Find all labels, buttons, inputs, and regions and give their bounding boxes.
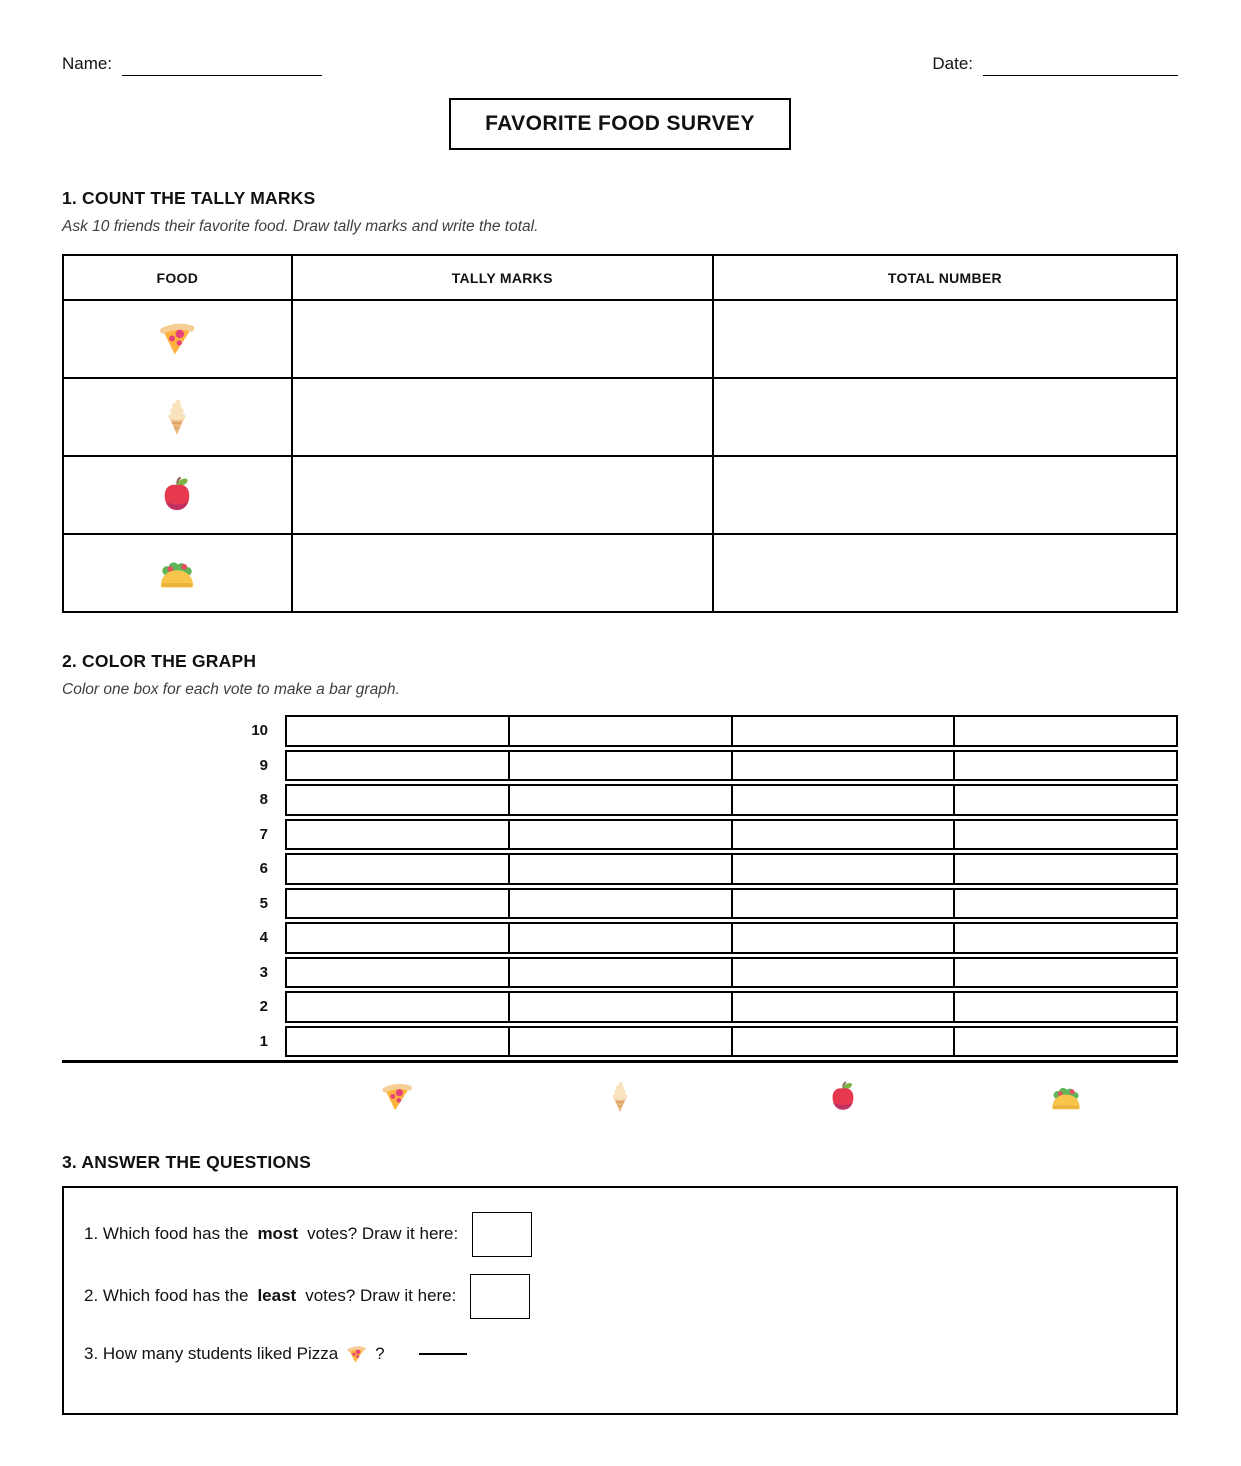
taco-icon [157, 553, 197, 593]
graph-cell-ice-cream-6[interactable] [508, 855, 731, 883]
tally-cell-apple[interactable] [292, 456, 713, 534]
table-row-apple [63, 456, 1177, 534]
graph-cell-ice-cream-9[interactable] [508, 752, 731, 780]
graph-cell-taco-5[interactable] [953, 890, 1176, 918]
graph-row-5 [62, 888, 1178, 920]
apple-icon [157, 475, 197, 515]
apple-icon [826, 1080, 860, 1114]
column-header-total-number: TOTAL NUMBER [713, 255, 1177, 300]
food-cell-pizza [63, 300, 292, 378]
total-cell-pizza[interactable] [713, 300, 1177, 378]
graph-cell-pizza-3[interactable] [287, 959, 508, 987]
graph-cell-apple-6[interactable] [731, 855, 954, 883]
graph-row-1 [62, 1026, 1178, 1058]
tally-table [62, 254, 1178, 613]
graph-cell-taco-4[interactable] [953, 924, 1176, 952]
total-cell-ice-cream[interactable] [713, 378, 1177, 456]
draw-answer-box-least[interactable] [470, 1274, 530, 1319]
graph-cell-apple-4[interactable] [731, 924, 954, 952]
section-1-heading: 1. COUNT THE TALLY MARKS [62, 188, 316, 208]
graph-cell-taco-7[interactable] [953, 821, 1176, 849]
question-3-prefix: 3. How many students liked Pizza [84, 1344, 339, 1363]
question-2-prefix: 2. Which food has the [84, 1286, 249, 1305]
graph-cell-apple-5[interactable] [731, 890, 954, 918]
graph-cell-ice-cream-2[interactable] [508, 993, 731, 1021]
graph-cell-ice-cream-3[interactable] [508, 959, 731, 987]
ice-cream-icon [157, 397, 197, 437]
graph-row-2 [62, 991, 1178, 1023]
graph-row-6 [62, 853, 1178, 885]
table-row-taco [63, 534, 1177, 612]
food-cell-taco [63, 534, 292, 612]
graph-row-10 [62, 715, 1178, 747]
graph-cell-pizza-10[interactable] [287, 717, 508, 745]
pizza-icon [380, 1080, 414, 1114]
graph-column-labels [285, 1063, 1178, 1114]
header-row [62, 52, 1178, 76]
section-3-heading: 3. ANSWER THE QUESTIONS [62, 1152, 311, 1172]
graph-cell-taco-6[interactable] [953, 855, 1176, 883]
graph-cell-pizza-4[interactable] [287, 924, 508, 952]
question-2-bold-word: least [257, 1286, 297, 1305]
date-blank-line[interactable] [983, 52, 1178, 76]
graph-cell-taco-3[interactable] [953, 959, 1176, 987]
graph-row-label: 2 [259, 998, 268, 1016]
table-row-ice-cream [63, 378, 1177, 456]
graph-cell-pizza-8[interactable] [287, 786, 508, 814]
graph-cell-taco-1[interactable] [953, 1028, 1176, 1056]
question-1-prefix: 1. Which food has the [84, 1224, 249, 1243]
table-row-pizza [63, 300, 1177, 378]
question-row-3 [84, 1339, 1156, 1369]
graph-cell-ice-cream-5[interactable] [508, 890, 731, 918]
question-1-bold-word: most [257, 1224, 299, 1243]
food-cell-apple [63, 456, 292, 534]
section-2-heading: 2. COLOR THE GRAPH [62, 651, 257, 671]
graph-food-label-apple [732, 1080, 955, 1114]
column-header-food: FOOD [63, 255, 292, 300]
tally-table-header-row [63, 255, 1177, 300]
food-cell-ice-cream [63, 378, 292, 456]
total-cell-taco[interactable] [713, 534, 1177, 612]
graph-row-label: 5 [259, 894, 268, 912]
graph-cell-apple-8[interactable] [731, 786, 954, 814]
graph-row-label: 3 [259, 963, 268, 981]
graph-row-9 [62, 750, 1178, 782]
section-2-instruction: Color one box for each vote to make a bar graph. [62, 681, 400, 698]
name-label: Name: [62, 54, 113, 73]
graph-row-7 [62, 819, 1178, 851]
question-row-1 [84, 1210, 1156, 1258]
graph-cell-pizza-1[interactable] [287, 1028, 508, 1056]
bar-graph [62, 715, 1178, 1114]
graph-row-label: 9 [259, 756, 268, 774]
tally-cell-ice-cream[interactable] [292, 378, 713, 456]
graph-row-label: 10 [251, 722, 268, 740]
graph-cell-apple-1[interactable] [731, 1028, 954, 1056]
graph-row-label: 6 [259, 860, 268, 878]
total-cell-apple[interactable] [713, 456, 1177, 534]
question-2-suffix: votes? Draw it here: [305, 1286, 457, 1305]
graph-row-label: 8 [259, 791, 268, 809]
graph-cell-pizza-5[interactable] [287, 890, 508, 918]
graph-cell-ice-cream-10[interactable] [508, 717, 731, 745]
column-header-tally-marks: TALLY MARKS [292, 255, 713, 300]
pizza-icon [157, 319, 197, 359]
tally-cell-pizza[interactable] [292, 300, 713, 378]
tally-cell-taco[interactable] [292, 534, 713, 612]
graph-cell-taco-8[interactable] [953, 786, 1176, 814]
graph-cell-pizza-2[interactable] [287, 993, 508, 1021]
graph-cell-apple-7[interactable] [731, 821, 954, 849]
title-wrap [62, 98, 1178, 150]
graph-row-3 [62, 957, 1178, 989]
graph-row-label: 1 [259, 1032, 268, 1050]
graph-cell-ice-cream-4[interactable] [508, 924, 731, 952]
graph-cell-ice-cream-7[interactable] [508, 821, 731, 849]
name-field [62, 52, 322, 76]
ice-cream-icon [603, 1080, 637, 1114]
graph-row-label: 4 [259, 929, 268, 947]
date-label: Date: [932, 54, 973, 73]
name-blank-line[interactable] [122, 52, 322, 76]
graph-cell-ice-cream-1[interactable] [508, 1028, 731, 1056]
taco-icon [1049, 1080, 1083, 1114]
graph-cell-pizza-9[interactable] [287, 752, 508, 780]
graph-cell-apple-2[interactable] [731, 993, 954, 1021]
question-3-suffix: ? [375, 1344, 385, 1363]
graph-row-label: 7 [259, 825, 268, 843]
graph-cell-apple-9[interactable] [731, 752, 954, 780]
graph-cell-taco-9[interactable] [953, 752, 1176, 780]
graph-cell-taco-10[interactable] [953, 717, 1176, 745]
question-row-2 [84, 1272, 1156, 1320]
worksheet-title: FAVORITE FOOD SURVEY [449, 98, 791, 150]
questions-box [62, 1186, 1178, 1415]
graph-cell-taco-2[interactable] [953, 993, 1176, 1021]
graph-cell-ice-cream-8[interactable] [508, 786, 731, 814]
graph-cell-pizza-7[interactable] [287, 821, 508, 849]
date-field [932, 52, 1178, 76]
graph-row-4 [62, 922, 1178, 954]
graph-food-label-pizza [285, 1080, 508, 1114]
draw-answer-box-most[interactable] [472, 1212, 532, 1257]
graph-cell-pizza-6[interactable] [287, 855, 508, 883]
graph-cell-apple-10[interactable] [731, 717, 954, 745]
pizza-icon [346, 1344, 367, 1365]
answer-blank-line[interactable] [419, 1353, 467, 1355]
question-1-suffix: votes? Draw it here: [307, 1224, 459, 1243]
graph-food-label-taco [955, 1080, 1178, 1114]
graph-cell-apple-3[interactable] [731, 959, 954, 987]
graph-food-label-ice-cream [508, 1080, 731, 1114]
graph-row-8 [62, 784, 1178, 816]
section-1-instruction: Ask 10 friends their favorite food. Draw tally marks and write the total. [62, 218, 539, 235]
